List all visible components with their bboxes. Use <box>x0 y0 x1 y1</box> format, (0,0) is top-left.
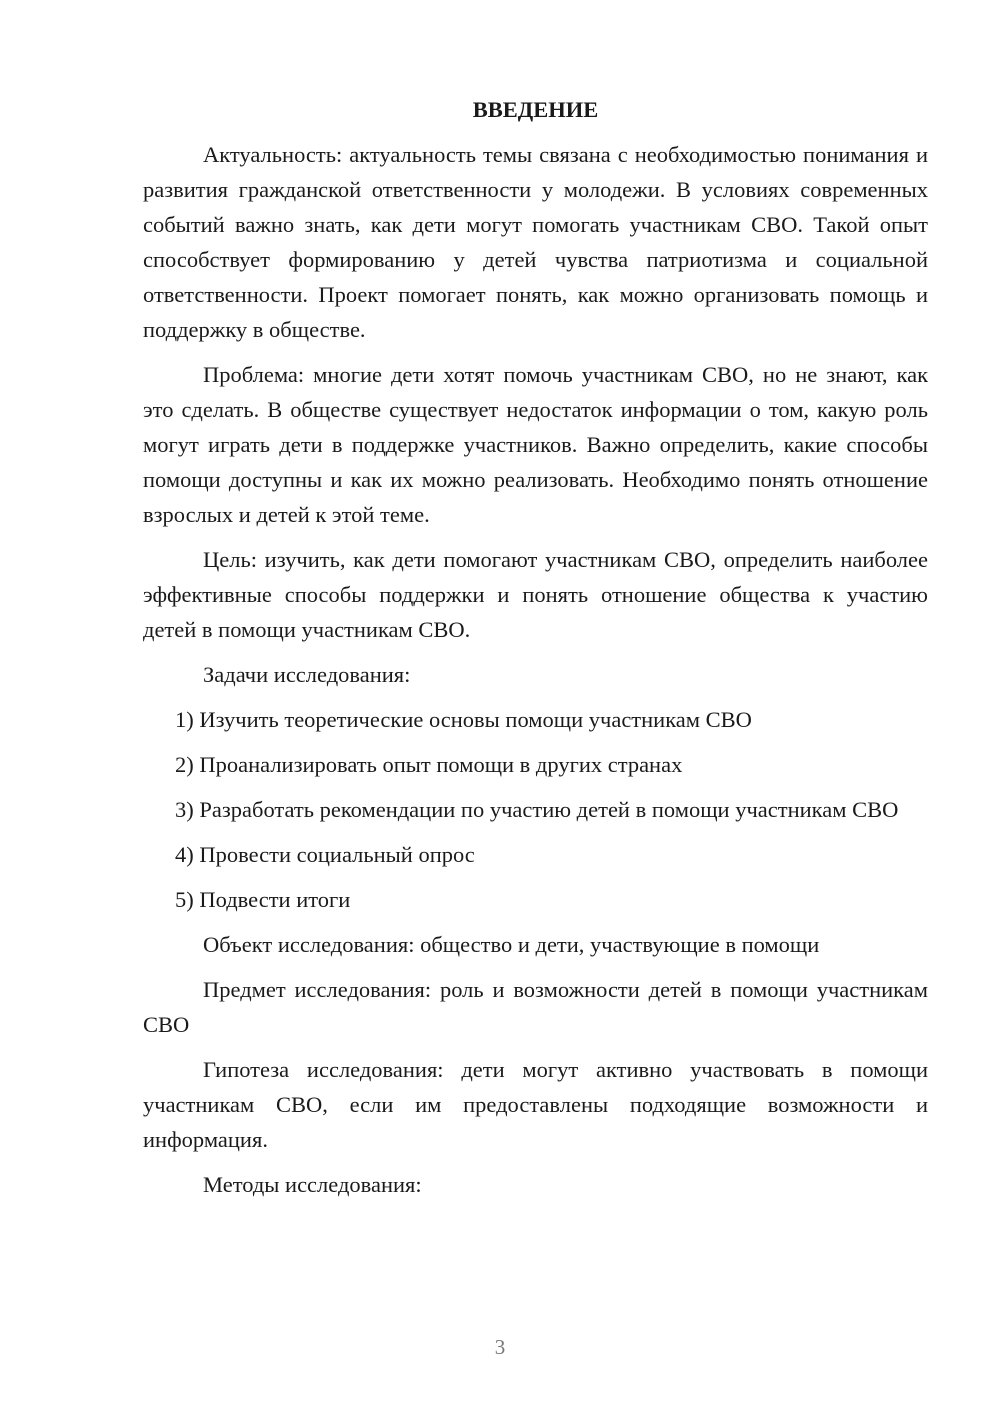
document-page <box>143 92 928 1212</box>
problem-paragraph: Проблема: многие дети хотят помочь участникам СВО, но не знают, как это сделать. В обществе существует недостаток информации о том, какую роль могут играть дети в поддержке участников. Важно определить, какие способы помощи доступны и как их можно реализовать. Необходимо понять отношение взрослых и детей к этой теме. <box>143 362 928 527</box>
page-number: 3 <box>494 1335 506 1359</box>
task-item-5: 5) Подвести итоги <box>175 887 351 912</box>
goal-paragraph: Цель: изучить, как дети помогают участникам СВО, определить наиболее эффективные способы поддержки и понять отношение общества к участию детей в помощи участникам СВО. <box>143 547 928 642</box>
object-paragraph: Объект исследования: общество и дети, участвующие в помощи <box>203 932 820 957</box>
task-item-4: 4) Провести социальный опрос <box>175 842 475 867</box>
task-item-2: 2) Проанализировать опыт помощи в других странах <box>175 752 683 777</box>
task-item-1: 1) Изучить теоретические основы помощи участникам СВО <box>175 707 752 732</box>
section-heading: ВВЕДЕНИЕ <box>472 97 599 122</box>
tasks-heading: Задачи исследования: <box>203 662 411 687</box>
relevance-paragraph: Актуальность: актуальность темы связана с необходимостью понимания и развития гражданской ответственности у молодежи. В условиях современных событий важно знать, как дети могут помогать участникам СВО. Такой опыт способствует формированию у детей чувства патриотизма и социальной ответственности. Проект помогает понять, как можно организовать помощь и поддержку в обществе. <box>143 142 928 342</box>
task-item-3: 3) Разработать рекомендации по участию детей в помощи участникам СВО <box>175 797 899 822</box>
hypothesis-paragraph: Гипотеза исследования: дети могут активно участвовать в помощи участникам СВО, если им предоставлены подходящие возможности и информация. <box>143 1057 928 1152</box>
subject-paragraph: Предмет исследования: роль и возможности детей в помощи участникам СВО <box>143 977 928 1037</box>
methods-heading: Методы исследования: <box>203 1172 422 1197</box>
